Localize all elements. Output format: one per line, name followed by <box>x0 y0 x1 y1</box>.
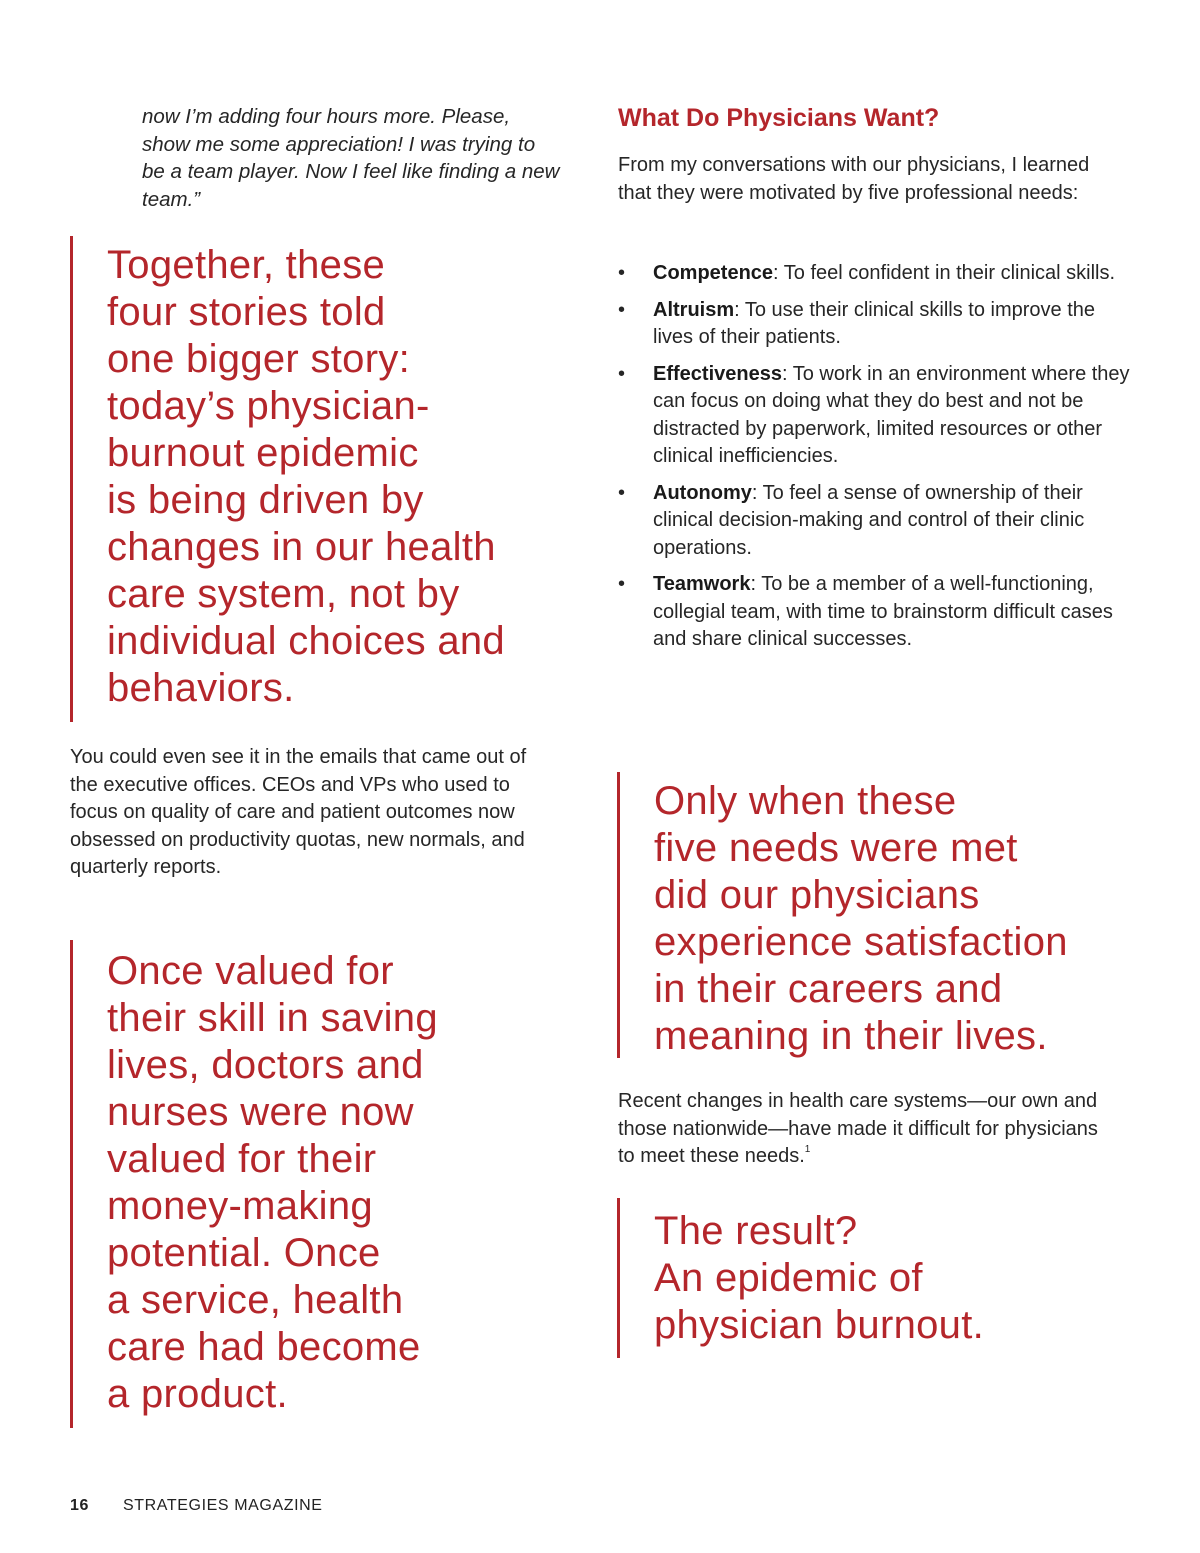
need-term: Teamwork <box>653 573 751 595</box>
needs-list <box>618 260 1138 663</box>
need-description: : To feel a sense of ownership of their clinical decision-making and control of their clinic operations. <box>653 481 1085 559</box>
pull-quote-the-result-text: The result? An epidemic of physician burnout. <box>654 1209 985 1347</box>
pull-quote-only-when-text: Only when these five needs were met did our physicians experience satisfaction in their careers and meaning in their lives. <box>654 779 1068 1058</box>
list-item-autonomy <box>618 480 1138 563</box>
pull-quote-only-when <box>617 772 1157 1058</box>
list-item-effectiveness <box>618 361 1138 471</box>
needs-intro: From my conversations with our physicians, I learned that they were motivated by five professional needs: <box>618 154 1090 204</box>
need-description: : To use their clinical skills to improve the lives of their patients. <box>653 298 1096 348</box>
need-term: Effectiveness <box>653 362 782 385</box>
publication-name: STRATEGIES MAGAZINE <box>123 1497 323 1514</box>
need-term: Autonomy <box>653 481 752 504</box>
list-item-competence <box>618 260 1138 288</box>
pull-quote-once-valued-text: Once valued for their skill in saving lives, doctors and nurses were now valued for their money-making potential. Once a service, health care had become a product. <box>107 949 438 1416</box>
need-description: : To work in an environment where they can focus on doing what they do best and not be distracted by paperwork, limited resources or other clinical inefficiencies. <box>653 362 1130 467</box>
need-term: Altruism <box>653 298 735 321</box>
recent-changes-text: Recent changes in health care systems—our own and those nationwide—have made it difficult for physicians to meet these needs. <box>618 1090 1098 1167</box>
recent-changes-paragraph <box>618 1088 1108 1171</box>
need-description: : To feel confident in their clinical skills. <box>773 262 1116 284</box>
bullet-icon: • <box>618 573 626 595</box>
pull-quote-once-valued <box>70 940 530 1428</box>
list-item-teamwork <box>618 571 1138 654</box>
page-number: 16 <box>70 1497 89 1514</box>
pull-quote-the-result <box>617 1198 1157 1358</box>
pull-quote-together-text: Together, these four stories told one bigger story: today’s physician- burnout epidemic is being driven by changes in our health care system, not by individual choices and behaviors. <box>107 243 505 710</box>
footnote-reference: 1 <box>804 1144 811 1155</box>
section-heading: What Do Physicians Want? <box>618 104 940 132</box>
need-description: : To be a member of a well-functioning, collegial team, with time to brainstorm difficult cases and share clinical successes. <box>653 573 1113 650</box>
executive-emails-paragraph: You could even see it in the emails that came out of the executive offices. CEOs and VPs who used to focus on quality of care and patient outcomes now obsessed on productivity quotas, new normals, and quarterly reports. <box>70 746 527 878</box>
list-item-altruism <box>618 297 1138 352</box>
pull-quote-together <box>70 236 530 722</box>
page-footer <box>70 1497 323 1515</box>
bullet-icon: • <box>618 481 626 504</box>
intro-quote: now I’m adding four hours more. Please, show me some appreciation! I was trying to be a team player. Now I feel like finding a new team.” <box>142 105 560 211</box>
bullet-icon: • <box>618 298 626 321</box>
bullet-icon: • <box>618 362 626 385</box>
need-term: Competence <box>653 262 774 284</box>
bullet-icon: • <box>618 262 626 284</box>
